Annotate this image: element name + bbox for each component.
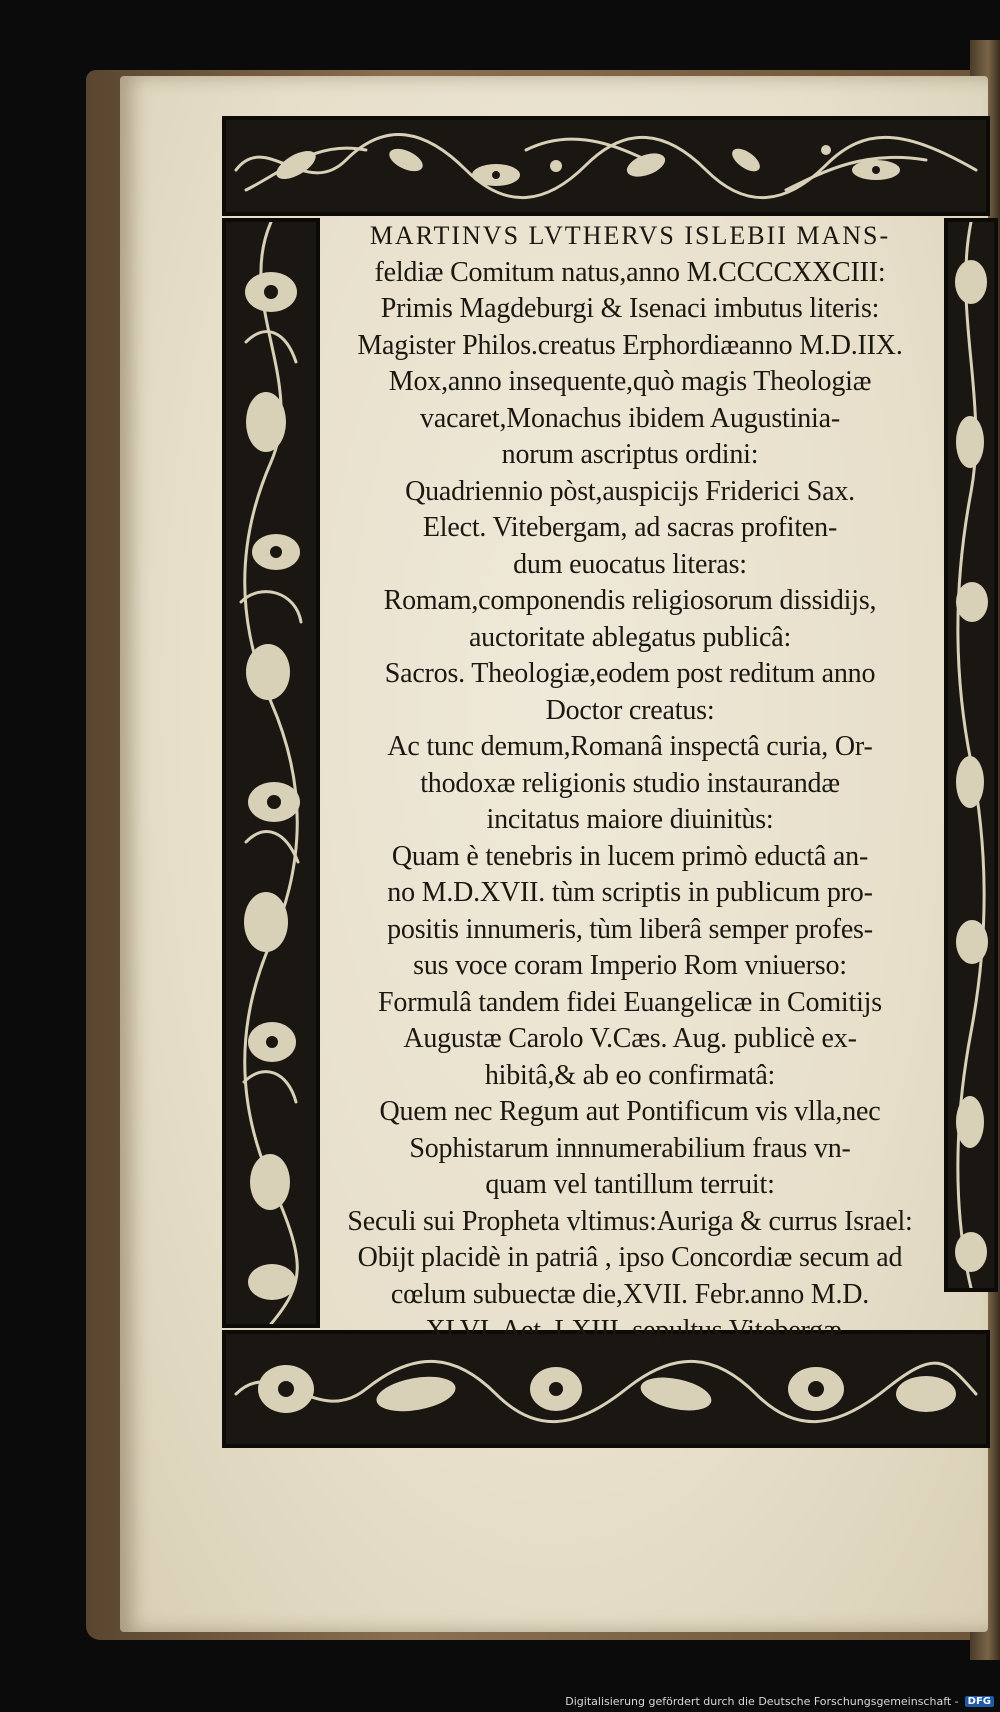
inscription-line: Magister Philos.creatus Erphordiæanno M.D.IIX.	[357, 329, 903, 361]
inscription-line: Mox,anno insequente,quò magis Theologiæ	[388, 366, 872, 397]
inscription-line: Augustæ Carolo V.Cæs. Aug. publicè ex-	[403, 1023, 857, 1054]
inscription-line: Primis Magdeburgi & Isenaci imbutus literis:	[380, 293, 880, 324]
inscription-line: Sophistarum innnumerabilium fraus vn-	[409, 1132, 851, 1164]
woodcut-border-top	[222, 116, 990, 216]
inscription-line: Quem nec Regum aut Pontificum vis vlla,nec	[379, 1096, 881, 1127]
inscription-line: MARTINVS LVTHERVS ISLEBII MANS-	[369, 221, 891, 250]
inscription-text-block	[322, 218, 938, 1350]
inscription-line: norum ascriptus ordini:	[501, 439, 759, 470]
credit-text: Digitalisierung gefördert durch die Deutsche Forschungsgemeinschaft -	[565, 1695, 959, 1708]
inscription-line: Elect. Vitebergam, ad sacras profiten-	[422, 512, 838, 543]
inscription-line: Romam,componendis religiosorum dissidijs,	[383, 585, 877, 616]
inscription-line: incitatus maiore diuinitùs:	[486, 804, 774, 835]
inscription-line: Quam è tenebris in lucem primò eductâ an-	[391, 840, 869, 872]
inscription-line: cœlum subuectæ die,XVII. Febr.anno M.D.	[390, 1278, 870, 1310]
digitization-credit	[565, 1695, 994, 1708]
woodcut-border-left	[222, 218, 320, 1328]
woodcut-border-right	[944, 218, 998, 1292]
inscription-line: thodoxæ religionis studio instaurandæ	[420, 767, 840, 799]
inscription-line: Obijt placidè in patriâ , ipso Concordiæ secum ad	[357, 1242, 903, 1273]
inscription-line: Ac tunc demum,Romanâ inspectâ curia, Or-	[387, 731, 873, 762]
inscription-line: auctoritate ablegatus publicâ:	[468, 621, 792, 653]
inscription-line: hibitâ,& ab eo confirmatâ:	[484, 1059, 776, 1091]
inscription-line: no M.D.XVII. tùm scriptis in publicum pro-	[387, 877, 873, 908]
inscription-line: quam vel tantillum terruit:	[485, 1169, 775, 1200]
inscription-line: . XLVI. Aet. LXIII. sepultus Vitebergæ.	[411, 1315, 849, 1346]
inscription-line: Doctor creatus:	[545, 694, 715, 726]
inscription-line: positis innumeris, tùm liberâ semper profes-	[387, 913, 873, 945]
inscription-line: Seculi sui Propheta vltimus:Auriga & currus Israel:	[347, 1205, 913, 1237]
inscription-line: sus voce coram Imperio Rom vniuerso:	[413, 950, 847, 981]
inscription-line: Formulâ tandem fidei Euangelicæ in Comitijs	[378, 986, 882, 1018]
inscription-line: Quadriennio pòst,auspicijs Friderici Sax.	[405, 475, 855, 507]
inscription-line: dum euocatus literas:	[513, 548, 747, 580]
inscription-line: feldiæ Comitum natus,anno M.CCCCXXCIII:	[374, 256, 886, 288]
dfg-logo: DFG	[965, 1696, 994, 1707]
inscription-line: vacaret,Monachus ibidem Augustinia-	[420, 402, 840, 434]
inscription-line: Sacros. Theologiæ,eodem post reditum anno	[384, 658, 876, 689]
